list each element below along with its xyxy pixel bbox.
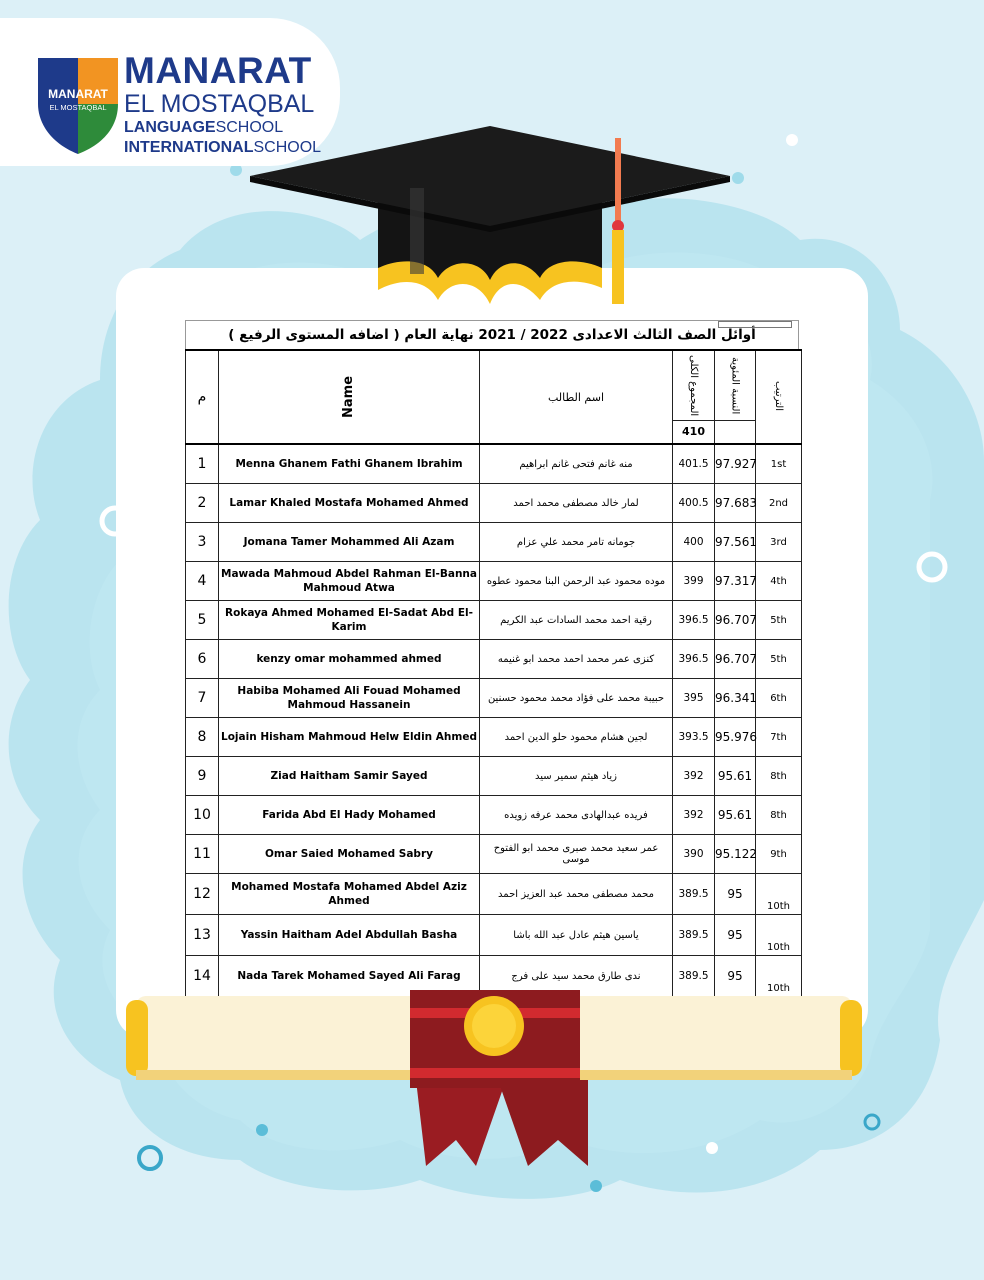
table-row: [186, 444, 802, 484]
row-number: 9: [186, 757, 219, 796]
row-number: 4: [186, 562, 219, 601]
row-number: 1: [186, 444, 219, 484]
rank: 9th: [756, 835, 802, 874]
percentage: 95.61: [715, 757, 756, 796]
row-number: 8: [186, 718, 219, 757]
total-score: 401.5: [673, 444, 715, 484]
student-name-ar: كنزى عمر محمد احمد محمد ابو غنيمه: [480, 640, 673, 679]
table-row: [186, 484, 802, 523]
row-number: 10: [186, 796, 219, 835]
header-rank-text: الترتيب: [773, 380, 784, 411]
percentage: 95.976: [715, 718, 756, 757]
total-score: 389.5: [673, 956, 715, 998]
student-name-ar: حبيبة محمد على فؤاد محمد محمود حسنين: [480, 679, 673, 718]
total-score: 400: [673, 523, 715, 562]
graduation-cap-icon: [250, 118, 732, 310]
table-row: [186, 796, 802, 835]
shield-text-line1: MANARAT: [48, 87, 108, 101]
percentage: 95.61: [715, 796, 756, 835]
table-row: [186, 523, 802, 562]
student-name-ar: موده محمود عبد الرحمن البنا محمود عطوه: [480, 562, 673, 601]
student-name-ar: منه غانم فتحى غانم ابراهيم: [480, 444, 673, 484]
rank: 4th: [756, 562, 802, 601]
student-name-en: Mawada Mahmoud Abdel Rahman El-Banna Mahmoud Atwa: [219, 562, 480, 601]
row-number: 14: [186, 956, 219, 998]
table-row: [186, 601, 802, 640]
table-header-row: [186, 350, 802, 444]
student-name-en: kenzy omar mohammed ahmed: [219, 640, 480, 679]
row-number: 12: [186, 874, 219, 915]
header-m: م: [186, 350, 219, 444]
percentage: 96.707: [715, 601, 756, 640]
language-label: LANGUAGE: [124, 119, 216, 136]
table-title-text: أوائل الصف الثالث الاعدادى 2022 / 2021 نهاية العام ( اضافه المستوى الرفيع ): [228, 327, 756, 343]
student-name-en: Farida Abd El Hady Mohamed: [219, 796, 480, 835]
header-total-max: 410: [673, 420, 714, 443]
table-row: [186, 874, 802, 915]
total-score: 400.5: [673, 484, 715, 523]
header-percent-empty: [715, 420, 755, 443]
row-number: 13: [186, 915, 219, 956]
table-row: [186, 915, 802, 956]
row-number: 3: [186, 523, 219, 562]
rank: 8th: [756, 757, 802, 796]
student-name-ar: زياد هيثم سمير سيد: [480, 757, 673, 796]
diploma-scroll-icon: [126, 990, 862, 1170]
table-row: [186, 757, 802, 796]
total-score: 393.5: [673, 718, 715, 757]
student-name-en: Yassin Haitham Adel Abdullah Basha: [219, 915, 480, 956]
rank: 5th: [756, 640, 802, 679]
rank: 10th: [756, 874, 802, 915]
rank: 5th: [756, 601, 802, 640]
school-label-2: SCHOOL: [253, 139, 322, 156]
student-name-ar: رقية احمد محمد السادات عبد الكريم: [480, 601, 673, 640]
school-name-line1: MANARAT: [124, 50, 312, 91]
student-name-en: Mohamed Mostafa Mohamed Abdel Aziz Ahmed: [219, 874, 480, 915]
honor-roll-table: [185, 320, 799, 998]
rank: 2nd: [756, 484, 802, 523]
student-name-ar: لمار خالد مصطفى محمد احمد: [480, 484, 673, 523]
total-score: 389.5: [673, 915, 715, 956]
shield-text-line2: EL MOSTAQBAL: [49, 103, 107, 112]
student-name-en: Ziad Haitham Samir Sayed: [219, 757, 480, 796]
student-name-ar: محمد مصطفى محمد عبد العزيز احمد: [480, 874, 673, 915]
student-name-ar: لجين هشام محمود حلو الدين احمد: [480, 718, 673, 757]
table-title: [185, 320, 799, 349]
total-score: 392: [673, 757, 715, 796]
international-label: INTERNATIONAL: [124, 139, 254, 156]
table-row: [186, 835, 802, 874]
total-score: 392: [673, 796, 715, 835]
student-name-ar: عمر سعيد محمد صبرى محمد ابو الفتوح موسى: [480, 835, 673, 874]
percentage: 97.683: [715, 484, 756, 523]
school-name-line2: EL MOSTAQBAL: [124, 90, 315, 118]
student-name-en: Habiba Mohamed Ali Fouad Mohamed Mahmoud Hassanein: [219, 679, 480, 718]
student-name-en: Menna Ghanem Fathi Ghanem Ibrahim: [219, 444, 480, 484]
table-row: [186, 679, 802, 718]
header-percent-text: النسبة المئوية: [729, 356, 741, 415]
header-total: [673, 350, 715, 444]
student-name-ar: ياسين هيثم عادل عبد الله باشا: [480, 915, 673, 956]
student-name-en: Lojain Hisham Mahmoud Helw Eldin Ahmed: [219, 718, 480, 757]
table-row: [186, 718, 802, 757]
total-score: 396.5: [673, 601, 715, 640]
header-arabic-name: اسم الطالب: [480, 350, 673, 444]
percentage: 95: [715, 956, 756, 998]
student-name-ar: ندى طارق محمد سيد على فرج: [480, 956, 673, 998]
percentage: 95.122: [715, 835, 756, 874]
percentage: 95: [715, 915, 756, 956]
table-row: [186, 640, 802, 679]
student-name-en: Jomana Tamer Mohammed Ali Azam: [219, 523, 480, 562]
school-shield-logo: [38, 54, 118, 154]
student-name-en: Nada Tarek Mohamed Sayed Ali Farag: [219, 956, 480, 998]
row-number: 7: [186, 679, 219, 718]
rank: 7th: [756, 718, 802, 757]
rank: 1st: [756, 444, 802, 484]
school-label: SCHOOL: [215, 119, 284, 136]
row-number: 11: [186, 835, 219, 874]
student-name-ar: فريده عبدالهادى محمد عرفه زويده: [480, 796, 673, 835]
student-name-en: Rokaya Ahmed Mohamed El-Sadat Abd El-Karim: [219, 601, 480, 640]
header-name: [219, 350, 480, 444]
total-score: 389.5: [673, 874, 715, 915]
row-number: 5: [186, 601, 219, 640]
student-name-ar: جومانه تامر محمد علي عزام: [480, 523, 673, 562]
rank: 10th: [756, 915, 802, 956]
rank: 8th: [756, 796, 802, 835]
rank: 3rd: [756, 523, 802, 562]
row-number: 2: [186, 484, 219, 523]
total-score: 395: [673, 679, 715, 718]
percentage: 97.317: [715, 562, 756, 601]
percentage: 95: [715, 874, 756, 915]
table-row: [186, 562, 802, 601]
rank: 6th: [756, 679, 802, 718]
total-score: 390: [673, 835, 715, 874]
header-total-text: المجموع الكلى: [688, 354, 699, 417]
header-percent: [715, 350, 756, 444]
row-number: 6: [186, 640, 219, 679]
header-rank: [756, 350, 802, 444]
student-name-en: Omar Saied Mohamed Sabry: [219, 835, 480, 874]
mini-logo: [718, 321, 792, 328]
percentage: 97.927: [715, 444, 756, 484]
total-score: 396.5: [673, 640, 715, 679]
rank: 10th: [756, 956, 802, 998]
table-body: [186, 444, 802, 997]
percentage: 97.561: [715, 523, 756, 562]
percentage: 96.341: [715, 679, 756, 718]
total-score: 399: [673, 562, 715, 601]
header-name-text: Name: [340, 375, 356, 419]
results-table: [185, 349, 802, 998]
percentage: 96.707: [715, 640, 756, 679]
student-name-en: Lamar Khaled Mostafa Mohamed Ahmed: [219, 484, 480, 523]
